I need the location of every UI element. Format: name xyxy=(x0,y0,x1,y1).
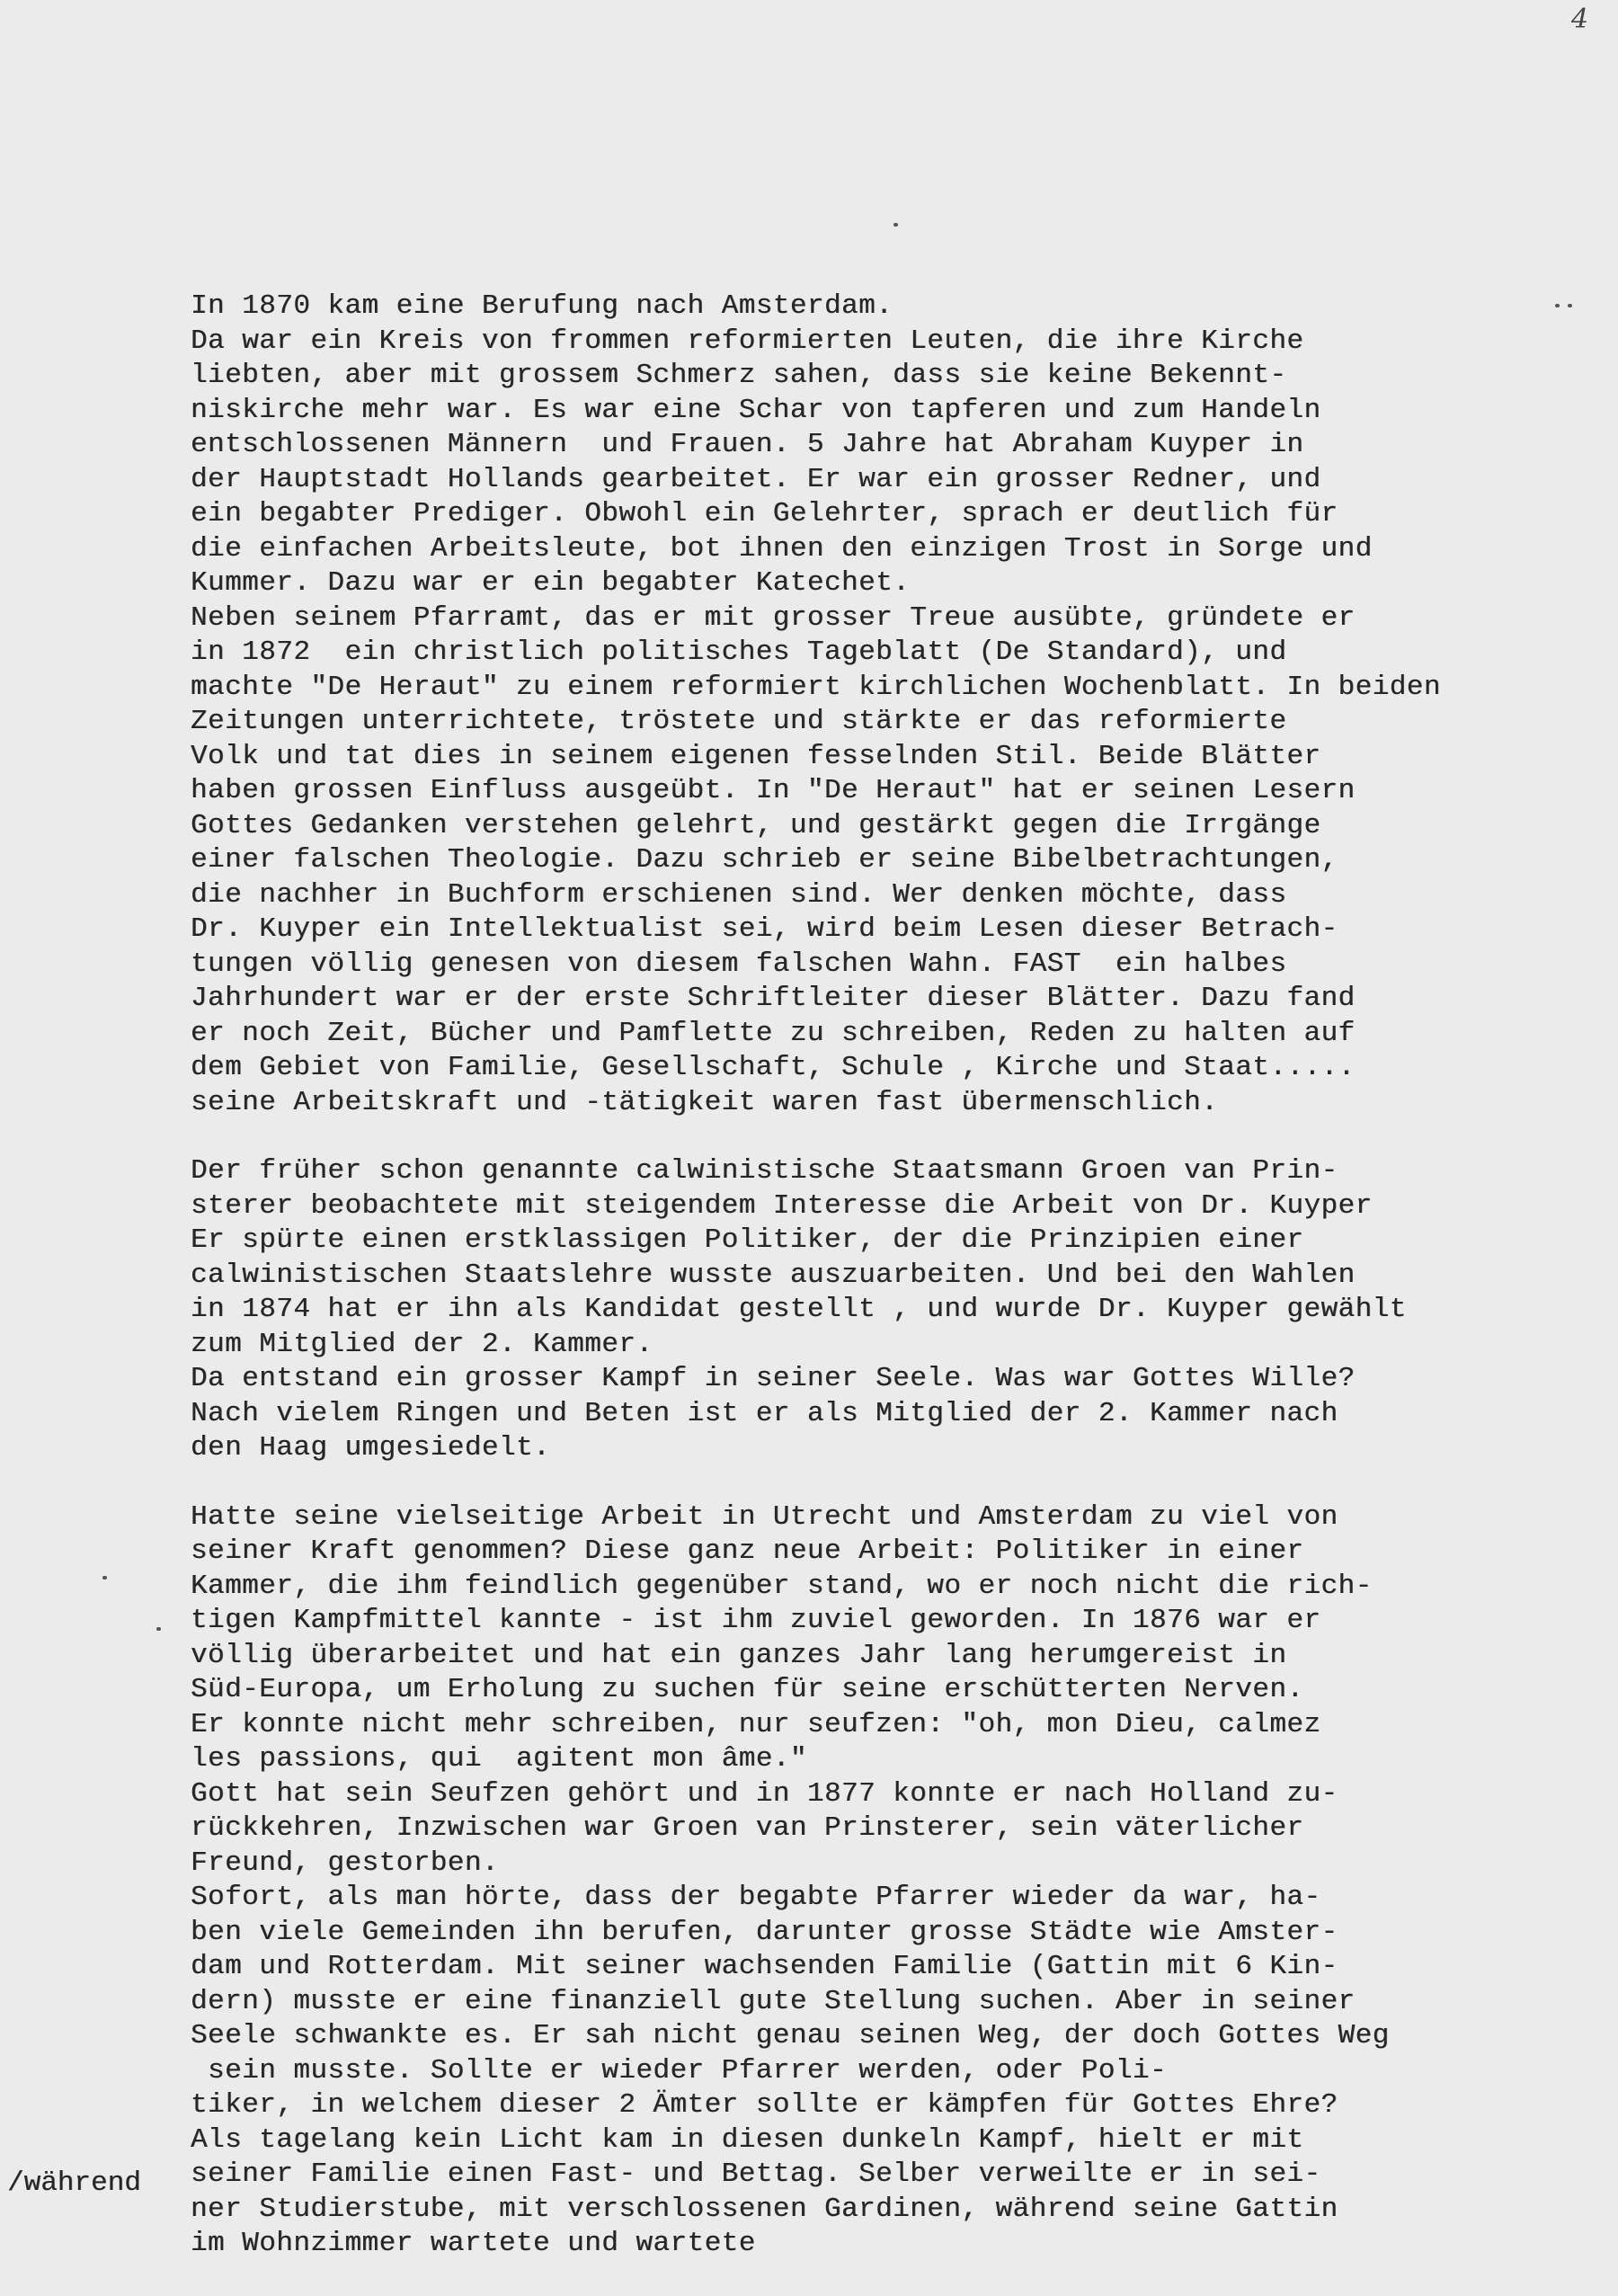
text-line: Seele schwankte es. Er sah nicht genau seinen Weg, der doch Gottes Weg xyxy=(191,2020,1390,2051)
text-line: machte "De Heraut" zu einem reformiert kirchlichen Wochenblatt. In beiden xyxy=(191,671,1441,703)
text-line: er noch Zeit, Bücher und Pamflette zu schreiben, Reden zu halten auf xyxy=(191,1017,1356,1049)
text-line: der Hauptstadt Hollands gearbeitet. Er war ein grosser Redner, und xyxy=(191,463,1321,495)
text-line: sein musste. Sollte er wieder Pfarrer werden, oder Poli- xyxy=(191,2054,1168,2087)
text-line: seiner Kraft genommen? Diese ganz neue Arbeit: Politiker in einer xyxy=(191,1535,1304,1567)
text-line: Freund, gestorben. xyxy=(191,1847,499,1879)
text-line: tigen Kampfmittel kannte - ist ihm zuviel geworden. In 1876 war er xyxy=(191,1605,1321,1636)
text-line: tungen völlig genesen von diesem falschen Wahn. FAST ein halbes xyxy=(191,948,1287,980)
text-line: Neben seinem Pfarramt, das er mit grosser Treue ausübte, gründete er xyxy=(191,601,1356,634)
text-line: die nachher in Buchform erschienen sind. Wer denken möchte, dass xyxy=(191,878,1287,911)
text-line: zum Mitglied der 2. Kammer. xyxy=(191,1328,653,1360)
paragraph xyxy=(191,289,1593,1120)
text-line: Kummer. Dazu war er ein begabter Katechet. xyxy=(191,567,911,599)
text-line: niskirche mehr war. Es war eine Schar von tapferen und zum Handeln xyxy=(191,394,1321,426)
ink-speck xyxy=(156,1627,161,1631)
text-line: Dr. Kuyper ein Intellektualist sei, wird beim Lesen dieser Betrach- xyxy=(191,913,1338,945)
text-line: Gott hat sein Seufzen gehört und in 1877 konnte er nach Holland zu- xyxy=(191,1777,1338,1810)
text-line: die einfachen Arbeitsleute, bot ihnen den einzigen Trost in Sorge und xyxy=(191,532,1373,565)
text-line: dern) musste er eine finanziell gute Stellung suchen. Aber in seiner xyxy=(191,1985,1356,2017)
text-line: ben viele Gemeinden ihn berufen, darunter grosse Städte wie Amster- xyxy=(191,1916,1338,1948)
text-line: entschlossenen Männern und Frauen. 5 Jahre hat Abraham Kuyper in xyxy=(191,429,1304,460)
text-line: völlig überarbeitet und hat ein ganzes Jahr lang herumgereist in xyxy=(191,1639,1287,1671)
ink-speck xyxy=(1555,304,1560,307)
paragraph xyxy=(191,1154,1593,1466)
text-line: ner Studierstube, mit verschlossenen Gardinen, während seine Gattin xyxy=(191,2193,1338,2225)
text-line: seiner Familie einen Fast- und Bettag. Selber verweilte er in sei- xyxy=(191,2158,1321,2190)
text-line: les passions, qui agitent mon âme." xyxy=(191,1743,807,1775)
text-line: Nach vielem Ringen und Beten ist er als Mitglied der 2. Kammer nach xyxy=(191,1397,1338,1429)
text-line: in 1874 hat er ihn als Kandidat gestellt , und wurde Dr. Kuyper gewählt xyxy=(191,1294,1407,1325)
text-line: im Wohnzimmer wartete und wartete xyxy=(191,2228,756,2259)
text-line: Volk und tat dies in seinem eigenen fesselnden Stil. Beide Blätter xyxy=(191,740,1321,772)
text-line: einer falschen Theologie. Dazu schrieb er seine Bibelbetrachtungen, xyxy=(191,844,1338,876)
typed-body xyxy=(191,289,1593,2296)
text-line: Zeitungen unterrichtete, tröstete und stärkte er das reformierte xyxy=(191,706,1287,737)
text-line: sterer beobachtete mit steigendem Interesse die Arbeit von Dr. Kuyper xyxy=(191,1189,1373,1222)
text-line: haben grossen Einfluss ausgeübt. In "De Heraut" hat er seinen Lesern xyxy=(191,775,1356,806)
text-line: Süd-Europa, um Erholung zu suchen für seine erschütterten Nerven. xyxy=(191,1674,1304,1705)
text-line: rückkehren, Inzwischen war Groen van Prinsterer, sein väterlicher xyxy=(191,1812,1304,1844)
text-line: seine Arbeitskraft und -tätigkeit waren fast übermenschlich. xyxy=(191,1086,1219,1118)
ink-speck xyxy=(102,1576,107,1580)
margin-note: /während xyxy=(7,2167,141,2199)
text-line: Hatte seine vielseitige Arbeit in Utrecht und Amsterdam zu viel von xyxy=(191,1500,1338,1533)
text-line: dam und Rotterdam. Mit seiner wachsenden Familie (Gattin mit 6 Kin- xyxy=(191,1951,1338,1982)
text-line: Sofort, als man hörte, dass der begabte Pfarrer wieder da war, ha- xyxy=(191,1882,1321,1913)
text-line: Er spürte einen erstklassigen Politiker, der die Prinzipien einer xyxy=(191,1224,1304,1256)
text-line: liebten, aber mit grossem Schmerz sahen, dass sie keine Bekennt- xyxy=(191,360,1287,391)
text-line: Gottes Gedanken verstehen gelehrt, und gestärkt gegen die Irrgänge xyxy=(191,809,1321,841)
ink-speck xyxy=(893,223,898,227)
text-line: den Haag umgesiedelt. xyxy=(191,1432,551,1464)
text-line: Der früher schon genannte calwinistische Staatsmann Groen van Prin- xyxy=(191,1155,1338,1187)
text-line: dem Gebiet von Familie, Gesellschaft, Schule , Kirche und Staat..... xyxy=(191,1052,1356,1083)
text-line: in 1872 ein christlich politisches Tageblatt (De Standard), und xyxy=(191,636,1287,668)
text-line: ein begabter Prediger. Obwohl ein Gelehrter, sprach er deutlich für xyxy=(191,498,1338,530)
page-number: 4 xyxy=(1571,4,1589,35)
paragraph xyxy=(191,1500,1593,2262)
text-line: Da war ein Kreis von frommen reformierten Leuten, die ihre Kirche xyxy=(191,325,1304,357)
text-line: Er konnte nicht mehr schreiben, nur seufzen: "oh, mon Dieu, calmez xyxy=(191,1708,1321,1740)
ink-speck xyxy=(1568,304,1572,307)
text-line: Da entstand ein grosser Kampf in seiner Seele. Was war Gottes Wille? xyxy=(191,1363,1356,1394)
text-line: Als tagelang kein Licht kam in diesen dunkeln Kampf, hielt er mit xyxy=(191,2123,1304,2156)
text-line: Jahrhundert war er der erste Schriftleiter dieser Blätter. Dazu fand xyxy=(191,983,1356,1014)
text-line: calwinistischen Staatslehre wusste auszuarbeiten. Und bei den Wahlen xyxy=(191,1259,1356,1291)
text-line: tiker, in welchem dieser 2 Ämter sollte er kämpfen für Gottes Ehre? xyxy=(191,2089,1338,2121)
text-line: In 1870 kam eine Berufung nach Amsterdam. xyxy=(191,290,893,322)
text-line: Kammer, die ihm feindlich gegenüber stand, wo er noch nicht die rich- xyxy=(191,1570,1373,1602)
